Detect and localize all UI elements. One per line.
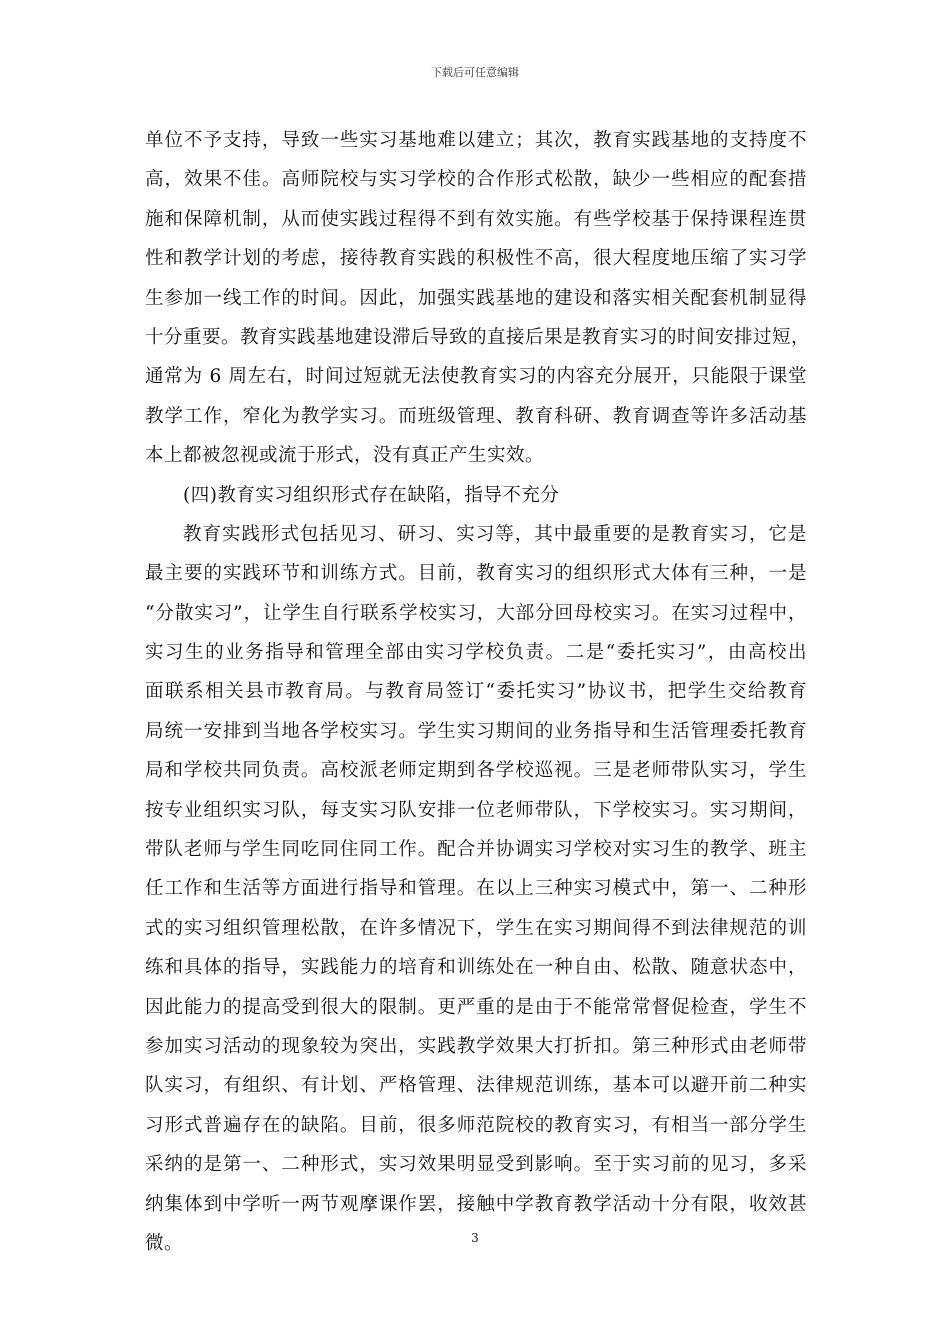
- text-line: 实习生的业务指导和管理全部由实习学校负责。二是“委托实习”，由高校出: [145, 642, 807, 664]
- text-line: 参加实习活动的现象较为突出，实践教学效果大打折扣。第三种形式由老师带: [145, 1035, 807, 1057]
- text-line: 单位不予支持，导致一些实习基地难以建立；其次，教育实践基地的支持度不: [145, 130, 807, 151]
- text-line: 高，效果不佳。高师院校与实习学校的合作形式松散，缺少一些相应的配套措: [145, 169, 807, 191]
- text-line: 式的实习组织管理松散，在许多情况下，学生在实习期间得不到法律规范的训: [145, 917, 807, 939]
- text-line: 习形式普遍存在的缺陷。目前，很多师范院校的教育实习，有相当一部分学生: [145, 1114, 807, 1136]
- text-line: 按专业组织实习队，每支实习队安排一位老师带队，下学校实习。实习期间，: [145, 799, 807, 821]
- text-line: 微。: [145, 1232, 184, 1254]
- section-heading: [145, 476, 807, 515]
- text-line: 局和学校共同负责。高校派老师定期到各学校巡视。三是老师带队实习，学生: [145, 760, 807, 782]
- text-line: “分散实习”，让学生自行联系学校实习，大部分回母校实习。在实习过程中，: [145, 602, 807, 624]
- text-line: 施和保障机制，从而使实践过程得不到有效实施。有些学校基于保持课程连贯: [145, 208, 807, 230]
- text-line: 队实习，有组织、有计划、严格管理、法律规范训练，基本可以避开前二种实: [145, 1075, 807, 1097]
- text-line: 练和具体的指导，实践能力的培育和训练处在一种自由、松散、随意状态中，: [145, 957, 807, 979]
- document-body: [145, 121, 811, 1263]
- text-line: 通常为 6 周左右，时间过短就无法使教育实习的内容充分展开，只能限于课堂: [145, 366, 807, 388]
- paragraph-continued: [145, 121, 811, 476]
- text-line: 本上都被忽视或流于形式，没有真正产生实效。: [145, 445, 545, 467]
- text-line: 局统一安排到当地各学校实习。学生实习期间的业务指导和生活管理委托教育: [145, 720, 807, 742]
- text-line: 生参加一线工作的时间。因此，加强实践基地的建设和落实相关配套机制显得: [145, 287, 807, 309]
- text-line: 教育实践形式包括见习、研习、实习等，其中最重要的是教育实习，它是: [183, 523, 807, 545]
- page-number: 3: [471, 1231, 479, 1245]
- page-header: 下载后可任意编辑: [431, 66, 519, 79]
- text-line: 因此能力的提高受到很大的限制。更严重的是由于不能常常督促检查，学生不: [145, 996, 807, 1018]
- text-line: 面联系相关县市教育局。与教育局签订“委托实习”协议书，把学生交给教育: [145, 681, 807, 703]
- text-line: 最主要的实践环节和训练方式。目前，教育实习的组织形式大体有三种，一是: [145, 563, 807, 585]
- text-line: 性和教学计划的考虑，接待教育实践的积极性不高，很大程度地压缩了实习学: [145, 248, 807, 270]
- text-line: 采纳的是第一、二种形式，实习效果明显受到影响。至于实习前的见习，多采: [145, 1154, 807, 1176]
- text-line: 十分重要。教育实践基地建设滞后导致的直接后果是教育实习的时间安排过短，: [145, 326, 811, 348]
- paragraph-organization-forms: [145, 515, 807, 1263]
- section-heading-text: (四)教育实习组织形式存在缺陷，指导不充分: [183, 484, 560, 506]
- text-line: 教学工作，窄化为教学实习。而班级管理、教育科研、教育调查等许多活动基: [145, 405, 807, 427]
- text-line: 任工作和生活等方面进行指导和管理。在以上三种实习模式中，第一、二种形: [145, 878, 807, 900]
- text-line: 带队老师与学生同吃同住同工作。配合并协调实习学校对实习生的教学、班主: [145, 839, 807, 861]
- text-line: 纳集体到中学听一两节观摩课作罢，接触中学教育教学活动十分有限，收效甚: [145, 1193, 807, 1215]
